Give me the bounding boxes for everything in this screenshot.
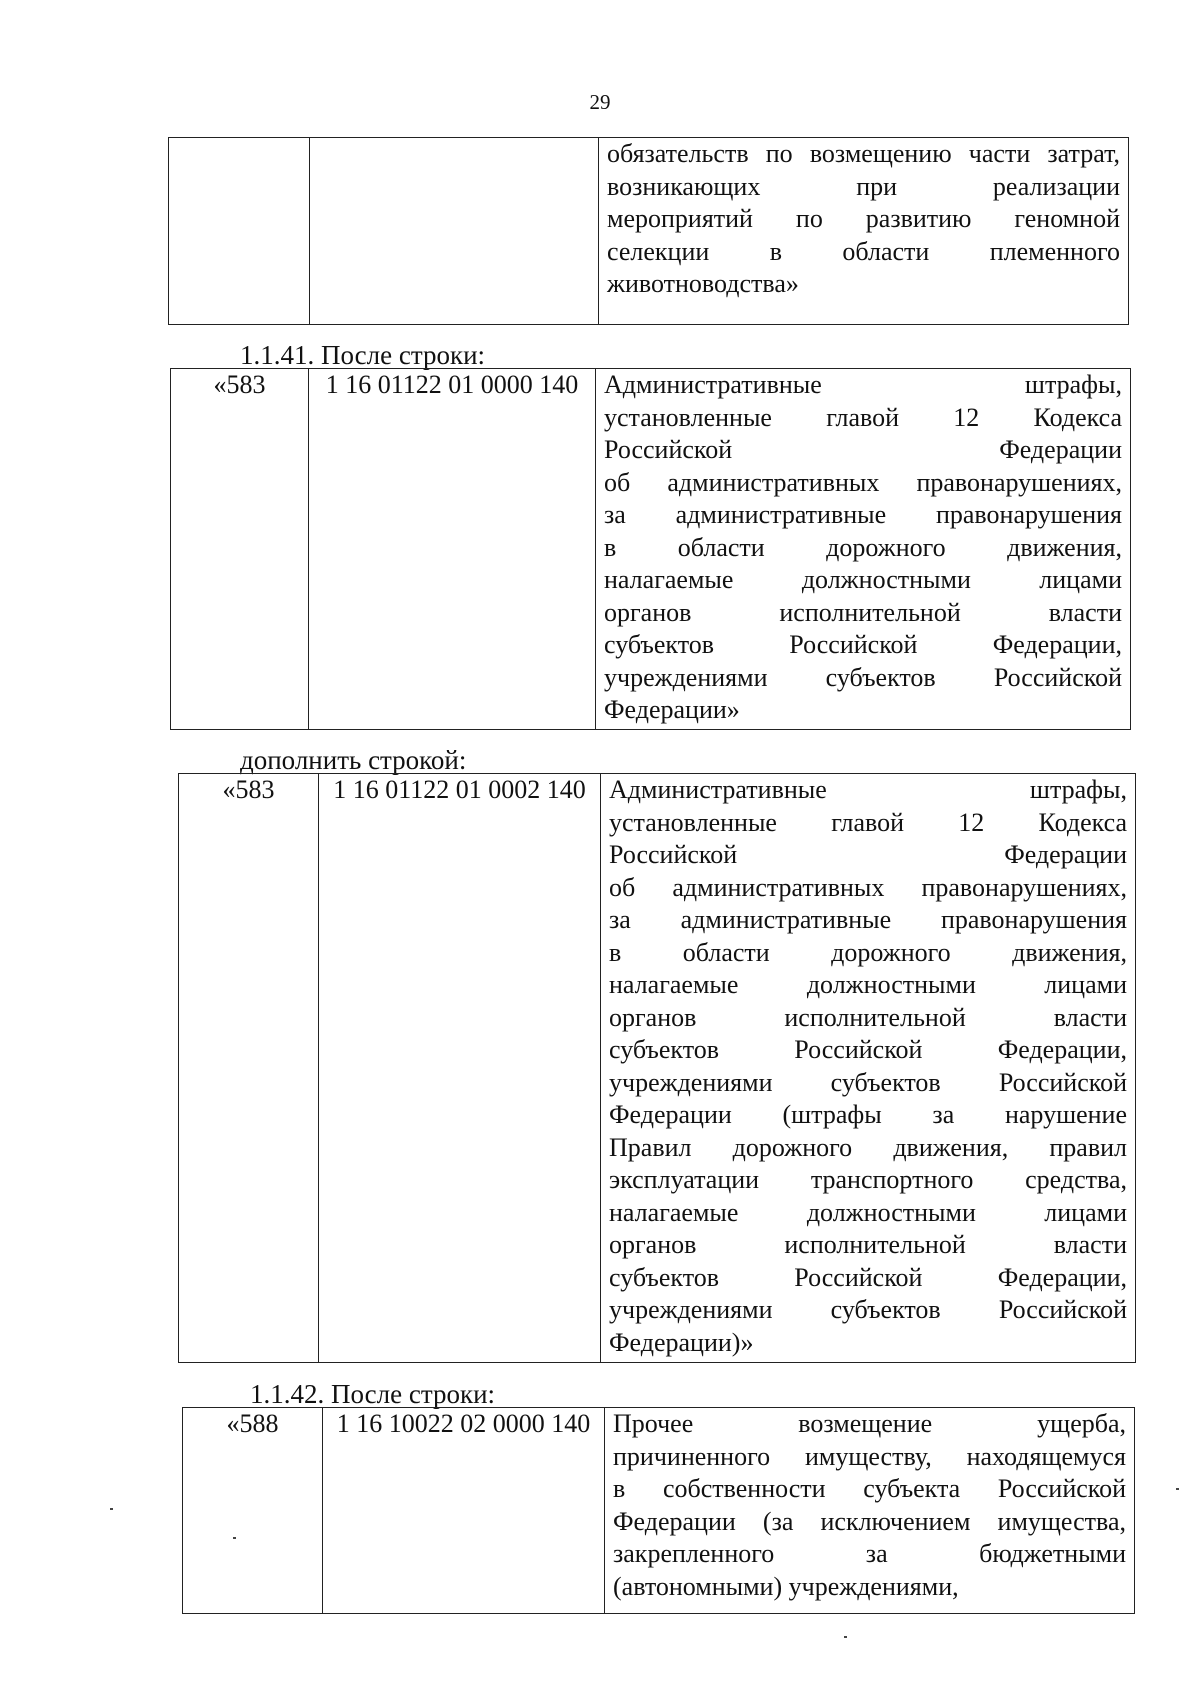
description-line: налагаемые должностными лицами — [609, 970, 1127, 999]
continuation-table — [168, 137, 1129, 325]
description-cell — [599, 138, 1129, 325]
kbk-cell: 1 16 01122 01 0000 140 — [309, 369, 596, 730]
next-row-table — [182, 1407, 1135, 1614]
description-line: Федерации)» — [609, 1327, 754, 1357]
new-row-table — [178, 773, 1136, 1363]
description-line: в собственности субъекта Российской — [613, 1474, 1126, 1503]
kbk-cell: 1 16 10022 02 0000 140 — [323, 1408, 605, 1614]
description-line: налагаемые должностными лицами — [604, 565, 1122, 594]
description-cell — [596, 369, 1131, 730]
description-line: органов исполнительной власти — [604, 597, 1122, 627]
table-row — [169, 138, 1129, 325]
description-line: органов исполнительной власти — [609, 1002, 1127, 1032]
caption-1-1-42: 1.1.42. После строки: — [250, 1379, 496, 1409]
description-line: Административные штрафы, — [609, 775, 1127, 804]
description-line: животноводства» — [607, 269, 799, 298]
scan-speck — [110, 1508, 113, 1510]
description-line: налагаемые должностными лицами — [609, 1197, 1127, 1227]
table-row — [179, 774, 1136, 1363]
code-cell — [169, 138, 310, 325]
description-line: учреждениями субъектов Российской — [609, 1295, 1127, 1324]
description-line: об административных правонарушениях, — [604, 467, 1122, 497]
table-row — [171, 369, 1131, 730]
description-line: закрепленного за бюджетными — [613, 1539, 1126, 1568]
kbk-cell: 1 16 01122 01 0002 140 — [319, 774, 601, 1363]
description-line: органов исполнительной власти — [609, 1230, 1127, 1259]
description-line: обязательств по возмещению части затрат, — [607, 139, 1120, 168]
description-line: Федерации (штрафы за нарушение — [609, 1100, 1127, 1129]
caption-1-1-41: 1.1.41. После строки: — [240, 340, 486, 370]
description-line: в области дорожного движения, — [609, 937, 1127, 967]
table-row — [183, 1408, 1135, 1614]
description-line: за административные правонарушения — [604, 500, 1122, 529]
description-line: Федерации (за исключением имущества, — [613, 1506, 1126, 1536]
description-line: возникающих при реализации — [607, 171, 1120, 201]
scan-speck — [1176, 1488, 1179, 1490]
description-line: Российской Федерации — [609, 840, 1127, 869]
description-line: Федерации» — [604, 695, 740, 724]
scan-speck — [844, 1636, 847, 1638]
description-line: установленные главой 12 Кодекса — [604, 402, 1122, 432]
description-line: об административных правонарушениях, — [609, 872, 1127, 902]
scan-speck — [233, 1537, 236, 1539]
description-line: эксплуатации транспортного средства, — [609, 1165, 1127, 1194]
description-line: селекции в области племенного — [607, 236, 1120, 266]
code-cell: «583 — [179, 774, 319, 1363]
description-line: учреждениями субъектов Российской — [609, 1067, 1127, 1097]
description-line: субъектов Российской Федерации, — [609, 1262, 1127, 1292]
code-cell: «588 — [183, 1408, 323, 1614]
description-cell — [601, 774, 1136, 1363]
description-line: Российской Федерации — [604, 435, 1122, 464]
page-number: 29 — [589, 90, 611, 114]
description-line: мероприятий по развитию геномной — [607, 204, 1120, 233]
description-line: субъектов Российской Федерации, — [609, 1035, 1127, 1064]
description-line: установленные главой 12 Кодекса — [609, 807, 1127, 837]
description-cell — [605, 1408, 1135, 1614]
kbk-cell — [310, 138, 599, 325]
description-line: в области дорожного движения, — [604, 532, 1122, 562]
description-line: Правил дорожного движения, правил — [609, 1132, 1127, 1162]
description-line: субъектов Российской Федерации, — [604, 630, 1122, 659]
caption-supplement: дополнить строкой: — [240, 745, 467, 775]
description-line: причиненного имуществу, находящемуся — [613, 1441, 1126, 1471]
description-line: (автономными) учреждениями, — [613, 1571, 959, 1601]
old-row-table — [170, 368, 1131, 730]
code-cell: «583 — [171, 369, 309, 730]
description-line: Прочее возмещение ущерба, — [613, 1409, 1126, 1438]
description-line: Административные штрафы, — [604, 370, 1122, 399]
description-line: учреждениями субъектов Российской — [604, 662, 1122, 692]
description-line: за административные правонарушения — [609, 905, 1127, 934]
